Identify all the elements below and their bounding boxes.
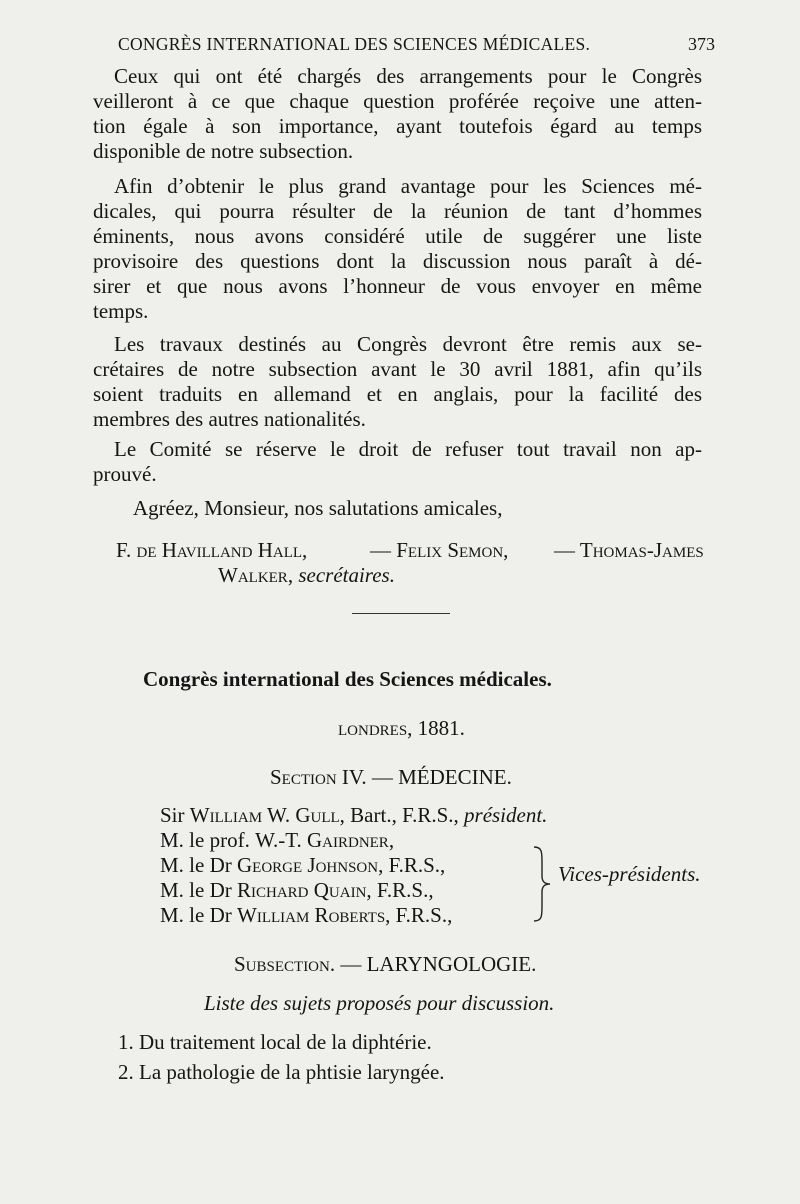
section-heading — [270, 765, 512, 790]
closing-salutation: Agréez, Monsieur, nos salutations amicales, — [133, 496, 503, 520]
signature-walker: Walker, — [218, 563, 294, 587]
vice-president-row — [160, 853, 445, 878]
paragraph-line: tion égale à son importance, ayant toutefois égard au temps — [93, 114, 702, 138]
congress-title: Congrès international des Sciences médicales. — [143, 667, 552, 691]
president-prefix: Sir — [160, 803, 190, 827]
paragraph-line: temps. — [93, 299, 149, 323]
paragraph-line: dicales, qui pourra résulter de la réunion de tant d’hommes — [93, 199, 702, 223]
subsection-dash: — — [335, 952, 367, 976]
paragraph-line: éminents, nous avons considéré utile de suggérer une liste — [93, 224, 702, 248]
president-line — [160, 803, 547, 828]
running-header-title: CONGRÈS INTERNATIONAL DES SCIENCES MÉDICALES. — [118, 34, 591, 54]
section-name: MÉDECINE. — [398, 765, 512, 789]
section-dash: — — [366, 765, 399, 789]
subsection-name: LARYNGOLOGIE. — [366, 952, 537, 976]
vp-suffix: , F.R.S., — [378, 853, 446, 877]
paragraph-2 — [93, 174, 702, 324]
section-label: Section IV. — [270, 765, 367, 789]
signature-line-2 — [218, 563, 395, 588]
president-name: William W. Gull — [189, 803, 340, 827]
subsection-label: Subsection. — [234, 952, 336, 976]
vp-prefix: M. le prof. — [160, 828, 256, 852]
vice-president-row — [160, 903, 452, 928]
vice-president-row — [160, 878, 434, 903]
section-divider — [352, 613, 450, 614]
paragraph-line: Ceux qui ont été chargés des arrangements pour le Congrès — [114, 64, 702, 88]
paragraph-line: Afin d’obtenir le plus grand avantage pour les Sciences mé- — [114, 174, 702, 198]
secretaries-role: secrétaires. — [298, 563, 395, 587]
paragraph-line: soient traduits en allemand et en anglais, pour la facilité des — [93, 382, 702, 406]
vp-suffix: , — [388, 828, 395, 852]
vice-president-row — [160, 828, 394, 853]
topic-item: 2. La pathologie de la phtisie laryngée. — [118, 1060, 445, 1084]
vp-suffix: , F.R.S., — [366, 878, 434, 902]
vp-prefix: M. le Dr — [160, 878, 237, 902]
signature-thomas-james: — Thomas-James — [554, 538, 704, 562]
vp-prefix: M. le Dr — [160, 903, 237, 927]
president-suffix: , Bart., F.R.S., — [339, 803, 465, 827]
vice-presidents-role: Vices-présidents. — [558, 862, 701, 886]
paragraph-line: membres des autres nationalités. — [93, 407, 366, 431]
paragraph-line: prouvé. — [93, 462, 157, 486]
subsection-heading — [234, 952, 536, 977]
curly-brace-icon — [532, 846, 552, 922]
president-role: président. — [464, 803, 548, 827]
paragraph-line: crétaires de notre subsection avant le 30 avril 1881, afin qu’ils — [93, 357, 702, 381]
paragraph-line: disponible de notre subsection. — [93, 139, 354, 163]
vp-name: William Roberts — [237, 903, 386, 927]
vp-prefix: M. le Dr — [160, 853, 237, 877]
paragraph-line: Le Comité se réserve le droit de refuser tout travail non ap- — [114, 437, 702, 461]
signature-semon: — Felix Semon, — [370, 538, 509, 562]
page-number: 373 — [688, 34, 715, 54]
vp-name: W.-T. Gairdner — [255, 828, 389, 852]
paragraph-3 — [93, 332, 702, 432]
topics-heading: Liste des sujets proposés pour discussion. — [204, 991, 555, 1015]
city-year — [338, 716, 465, 741]
paragraph-line: Les travaux destinés au Congrès devront être remis aux se- — [114, 332, 702, 356]
paragraph-line: sirer et que nous avons l’honneur de vous envoyer en même — [93, 274, 702, 298]
paragraph-1 — [93, 64, 702, 164]
vp-name: Richard Quain — [237, 878, 367, 902]
city: londres — [338, 716, 408, 740]
vp-name: George Johnson — [237, 853, 379, 877]
paragraph-line: veilleront à ce que chaque question proférée reçoive une atten- — [93, 89, 702, 113]
signature-hall: F. de Havilland Hall, — [116, 538, 308, 562]
paragraph-4 — [93, 437, 702, 487]
paragraph-line: provisoire des questions dont la discussion nous paraît à dé- — [93, 249, 702, 273]
year: , 1881. — [407, 716, 465, 740]
vp-suffix: , F.R.S., — [385, 903, 453, 927]
topic-item: 1. Du traitement local de la diphtérie. — [118, 1030, 432, 1054]
